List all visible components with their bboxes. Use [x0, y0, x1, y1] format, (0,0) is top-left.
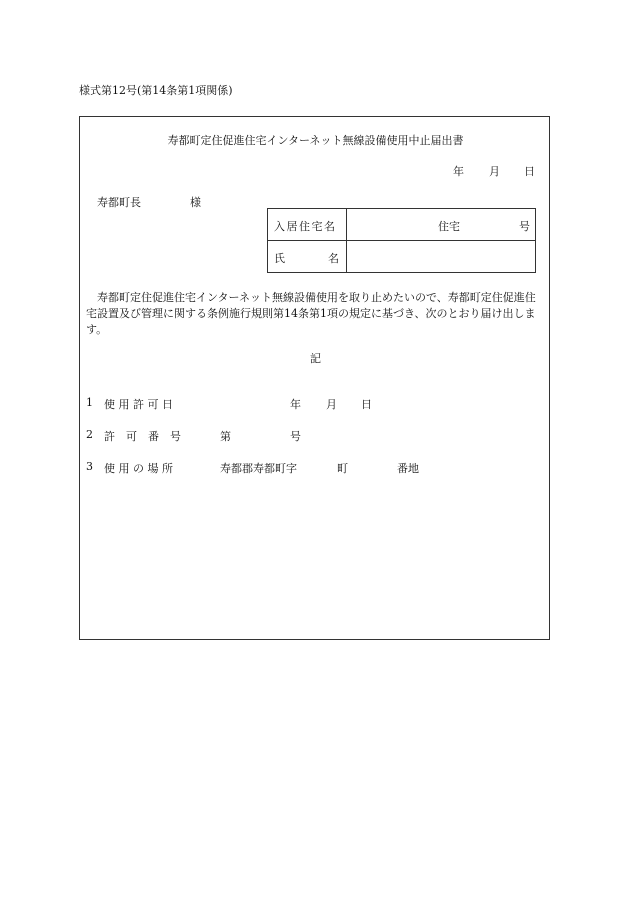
item-2-number: 2	[86, 428, 93, 441]
item-3-machi: 町	[337, 462, 348, 475]
item-1-month: 月	[326, 398, 337, 411]
name-label-second: 名	[328, 252, 339, 265]
name-label-first: 氏	[274, 252, 285, 265]
item-2-go: 号	[290, 430, 301, 443]
resident-row	[268, 209, 536, 241]
resident-value-cell[interactable]	[347, 209, 536, 241]
item-3-label: 使 用 の 場 所	[104, 462, 173, 475]
body-paragraph: 寿都町定住促進住宅インターネット無線設備使用を取り止めたいので、寿都町定住促進住宅設置及び管理に関する条例施行規則第14条第1項の規定に基づき、次のとおり届け出します。	[86, 291, 536, 336]
form-frame	[79, 116, 550, 640]
form-number-label: 様式第12号(第14条第1項関係)	[79, 84, 233, 97]
item-1-label: 使 用 許 可 日	[104, 398, 173, 411]
item-2-label: 許 可 番 号	[104, 430, 181, 443]
name-row	[268, 241, 536, 273]
item-1-year: 年	[290, 398, 301, 411]
date-day-label: 日	[524, 165, 535, 178]
document-title: 寿都町定住促進住宅インターネット無線設備使用中止届出書	[167, 134, 464, 147]
date-year-label: 年	[453, 165, 464, 178]
item-3-address-prefix: 寿都郡寿都町字	[220, 462, 297, 475]
ki-heading: 記	[310, 352, 321, 365]
name-label-cell	[268, 241, 347, 273]
item-3-banchi: 番地	[397, 462, 419, 475]
addressee-name: 寿都町長	[97, 196, 141, 209]
resident-label: 入居住宅名	[274, 220, 337, 233]
date-month-label: 月	[489, 165, 500, 178]
item-1-number: 1	[86, 396, 93, 409]
name-value-cell[interactable]	[347, 241, 536, 273]
resident-info-table	[267, 208, 536, 273]
resident-label-cell	[268, 209, 347, 241]
item-2-dai: 第	[220, 430, 231, 443]
resident-value-go: 号	[519, 220, 530, 233]
resident-value-jutaku: 住宅	[438, 220, 460, 233]
addressee-honorific: 様	[190, 196, 201, 209]
item-3-number: 3	[86, 460, 93, 473]
item-1-day: 日	[361, 398, 372, 411]
